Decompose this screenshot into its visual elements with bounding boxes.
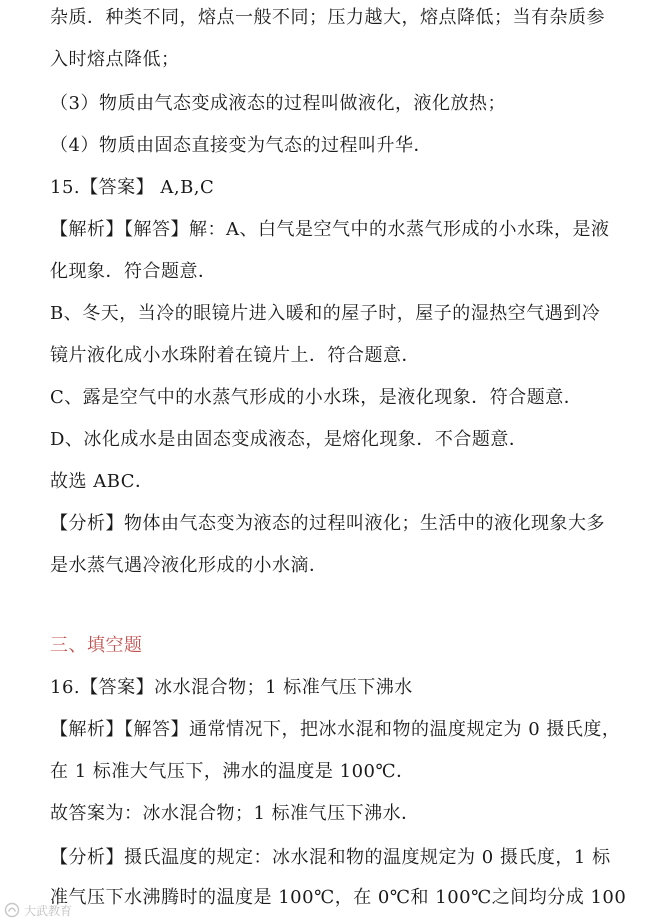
text-line: 【分析】物体由气态变为液态的过程叫液化；生活中的液化现象大多 bbox=[50, 513, 605, 534]
watermark-logo-icon bbox=[4, 902, 20, 918]
text-line: 入时熔点降低； bbox=[50, 49, 180, 70]
text-line: D、冰化成水是由固态变成液态，是熔化现象．不合题意． bbox=[50, 429, 528, 450]
text-line: 镜片液化成小水珠附着在镜片上．符合题意． bbox=[50, 345, 420, 366]
text-line: 杂质．种类不同，熔点一般不同；压力越大，熔点降低；当有杂质参 bbox=[50, 7, 605, 28]
text-line: 【解析】【解答】通常情况下，把冰水混和物的温度规定为 0 摄氏度， bbox=[50, 719, 621, 740]
text-line: 化现象．符合题意． bbox=[50, 261, 217, 282]
text-line: （4）物质由固态直接变为气态的过程叫升华． bbox=[50, 135, 432, 156]
text-line: 在 1 标准大气压下，沸水的温度是 100℃． bbox=[50, 761, 415, 782]
text-line: （3）物质由气态变成液态的过程叫做液化，液化放热； bbox=[50, 93, 506, 114]
answer-heading-16: 16.【答案】冰水混合物；1 标准气压下沸水 bbox=[50, 677, 413, 698]
answer-heading-15: 15.【答案】 A,B,C bbox=[50, 177, 215, 198]
text-line: 【分析】摄氏温度的规定：冰水混和物的温度规定为 0 摄氏度，1 标 bbox=[50, 847, 611, 868]
watermark-text: 大武教育 bbox=[24, 903, 73, 918]
text-line: 准气压下水沸腾时的温度是 100℃，在 0℃和 100℃之间均分成 100 bbox=[50, 887, 627, 908]
text-line: 故答案为：冰水混合物；1 标准气压下沸水． bbox=[50, 803, 420, 824]
text-line: B、冬天，当冷的眼镜片进入暖和的屋子时，屋子的湿热空气遇到冷 bbox=[50, 303, 601, 324]
text-line: 【解析】【解答】解：A、白气是空气中的水蒸气形成的小水珠，是液 bbox=[50, 219, 610, 240]
text-line: 故选 ABC． bbox=[50, 471, 154, 492]
text-line: 是水蒸气遇冷液化形成的小水滴． bbox=[50, 555, 328, 576]
text-line: C、露是空气中的水蒸气形成的小水珠，是液化现象．符合题意． bbox=[50, 387, 583, 408]
watermark bbox=[4, 900, 72, 920]
section-heading: 三、填空题 bbox=[50, 635, 143, 656]
